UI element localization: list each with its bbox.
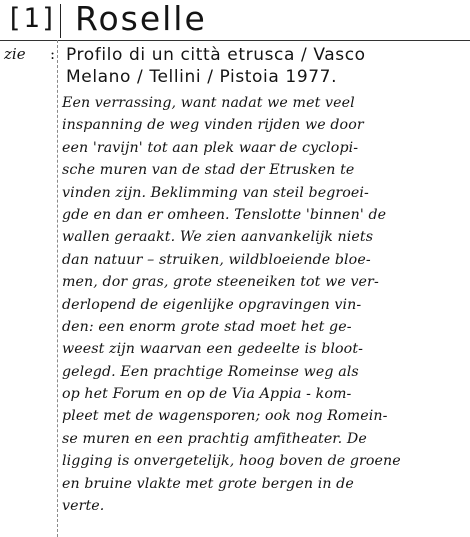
- body-line: weest zijn waarvan een gedeelte is bloot-: [62, 341, 364, 358]
- see-colon: :: [50, 45, 56, 63]
- reference-line: Profilo di un città etrusca / Vasco: [66, 45, 366, 65]
- margin-line: [57, 40, 58, 537]
- handwritten-body: [62, 92, 466, 517]
- body-line: verte.: [62, 498, 105, 515]
- body-line: op het Forum en op de Via Appia - kom-: [62, 386, 352, 403]
- body-line: se muren en een prachtig amfitheater. De: [62, 430, 367, 447]
- body-line: men, dor gras, grote steeneiken tot we ver-: [62, 274, 379, 291]
- body-line: dan natuur – struiken, wildbloeiende bloe-: [62, 251, 371, 268]
- see-label: zie: [4, 45, 26, 63]
- page-title: Roselle: [75, 0, 207, 38]
- body-line: sche muren van de stad der Etrusken te: [62, 162, 355, 179]
- body-line: Een verrassing, want nadat we met veel: [62, 95, 355, 111]
- header-rule: [0, 40, 470, 41]
- body-line: wallen geraakt. We zien aanvankelijk niets: [62, 229, 374, 246]
- body-line: en bruine vlakte met grote bergen in de: [62, 475, 354, 492]
- header-divider: [60, 4, 61, 38]
- body-line: ligging is onvergetelijk, hoog boven de groene: [62, 453, 401, 470]
- body-line: een 'ravijn' tot aan plek waar de cyclopi-: [62, 139, 359, 156]
- body-line: gelegd. Een prachtige Romeinse weg als: [62, 363, 359, 380]
- body-line: inspanning de weg vinden rijden we door: [62, 117, 364, 134]
- reference-line: Melano / Tellini / Pistoia 1977.: [66, 67, 338, 87]
- body-line: derlopend de eigenlijke opgravingen vin-: [62, 296, 362, 313]
- body-line: den: een enorm grote stad moet het ge-: [62, 318, 352, 335]
- index-number: [1]: [6, 3, 58, 34]
- body-line: gde en dan er omheen. Tenslotte 'binnen' de: [62, 206, 387, 223]
- body-line: pleet met de wagensporen; ook nog Romein-: [62, 408, 388, 425]
- body-line: vinden zijn. Beklimming van steil begroei-: [62, 184, 369, 201]
